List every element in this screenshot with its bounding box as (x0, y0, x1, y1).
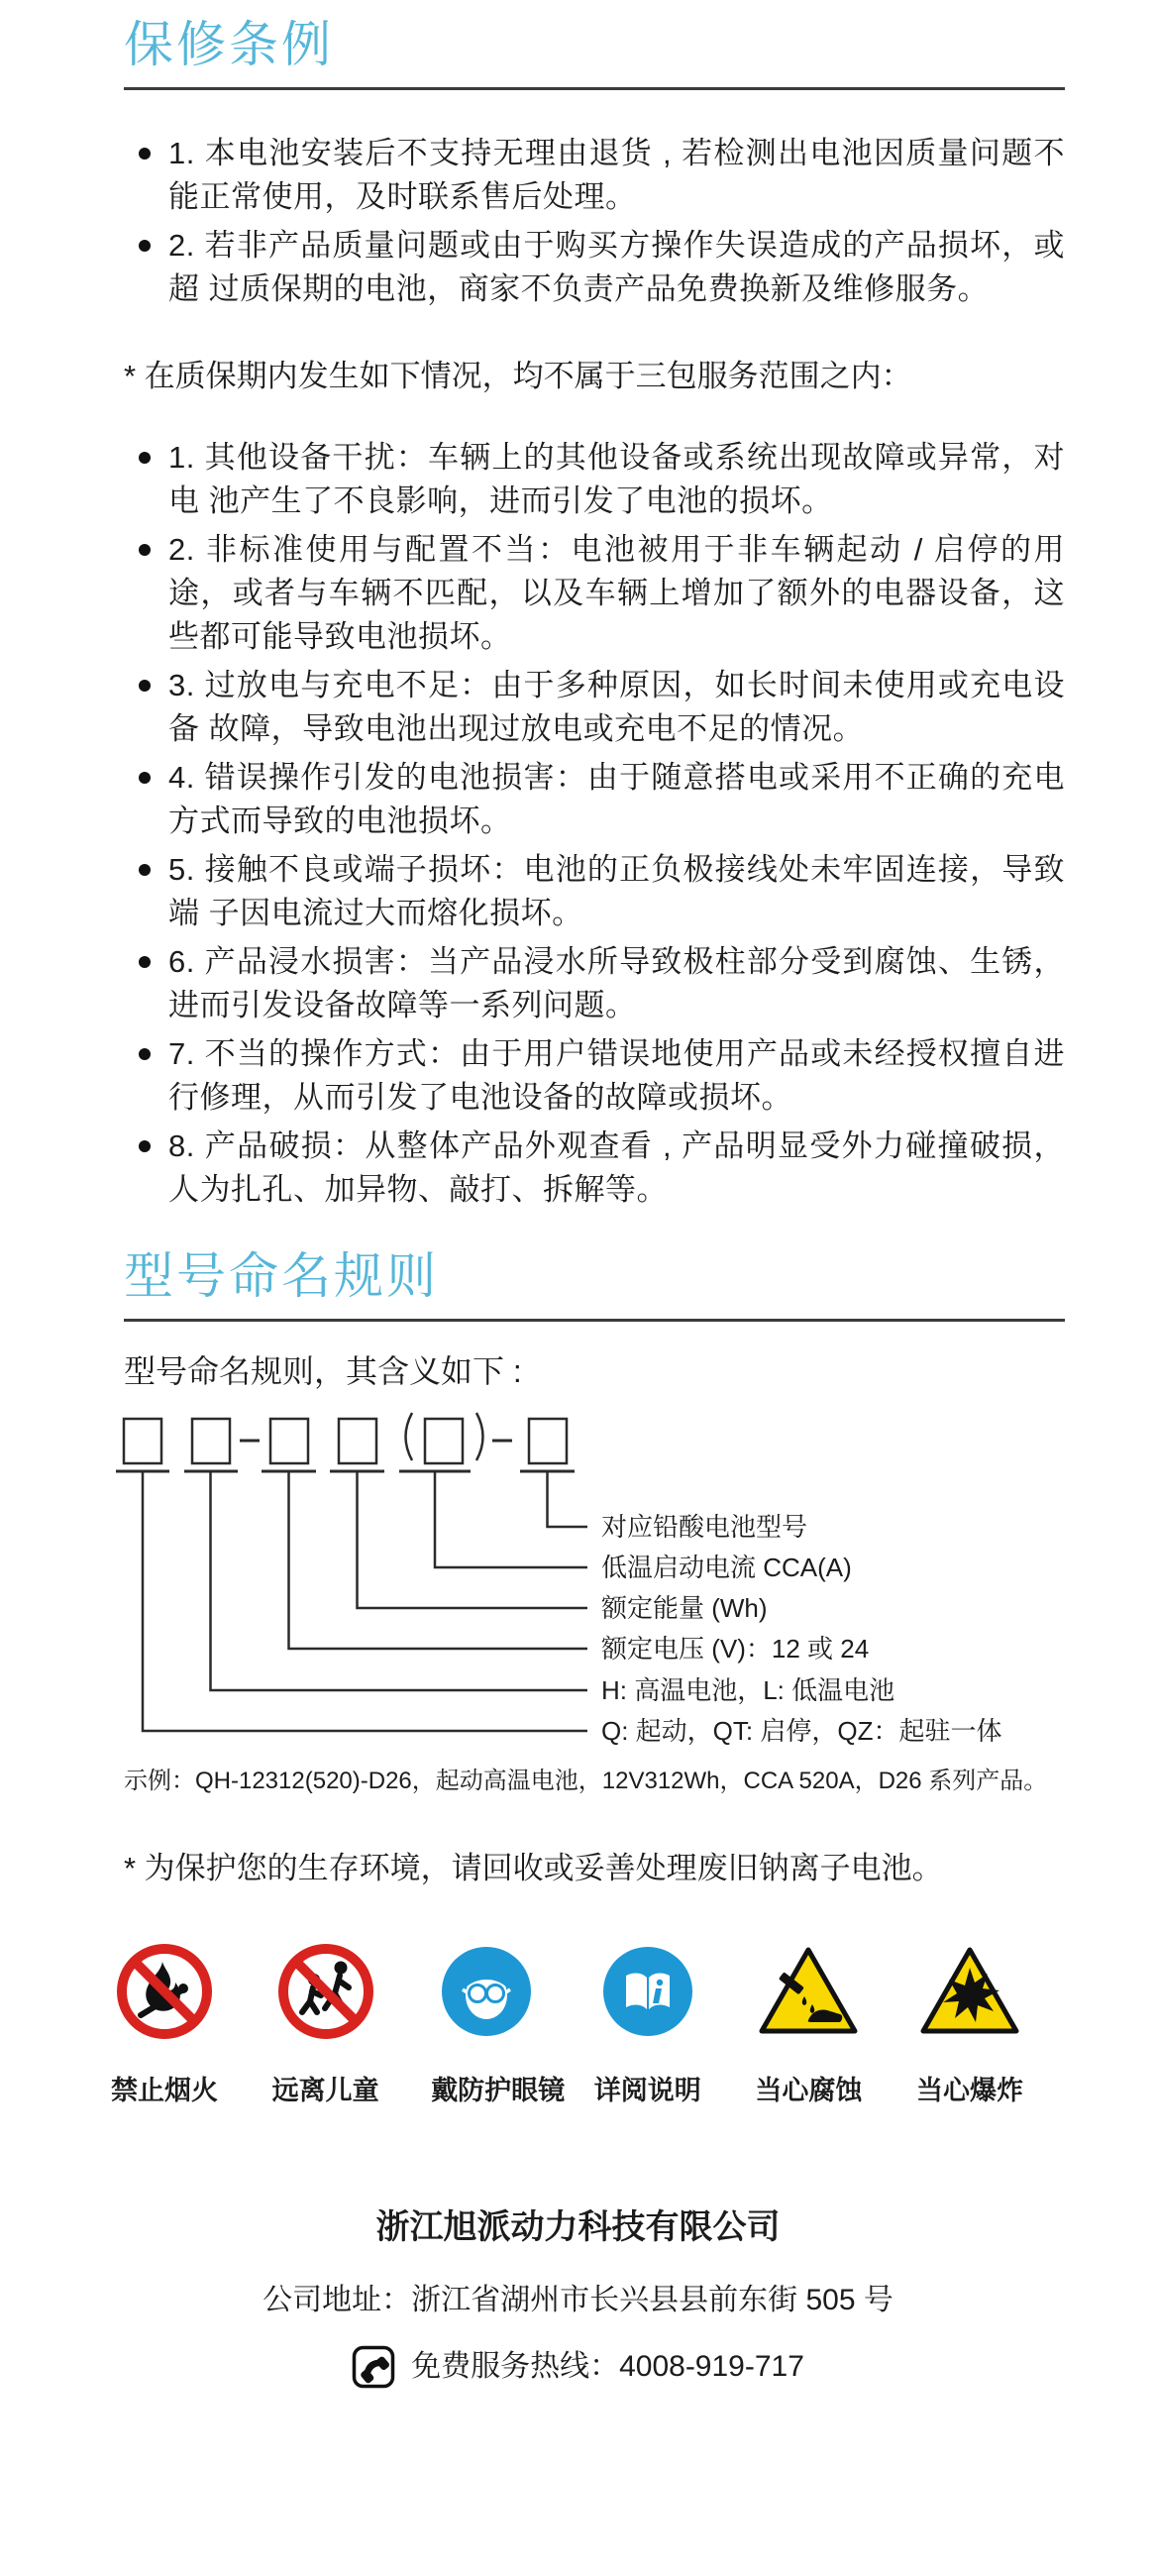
safety-icon-cell (914, 1942, 1025, 2107)
safety-icon-label: 当心爆炸 (915, 2076, 1023, 2105)
naming-intro-text: 型号命名规则，其含义如下 : (124, 1353, 522, 1389)
naming-section-title: 型号命名规则 (124, 1248, 439, 1304)
list-item (124, 940, 1065, 1027)
service-hotline (0, 2345, 1156, 2389)
list-item (124, 756, 1065, 843)
list-item (124, 436, 1065, 523)
hotline-text: 免费服务热线：4008-919-717 (411, 2350, 804, 2383)
corrosion-warning-icon (757, 1942, 860, 2041)
diagram-connector-lines (143, 1471, 587, 1731)
company-address: 公司地址：浙江省湖州市长兴县县前东街 505 号 (263, 2284, 893, 2316)
diagram-label: 对应铅酸电池型号 (601, 1512, 808, 1542)
footer (0, 2206, 1156, 2389)
bullet-dot-icon (139, 1140, 151, 1152)
safety-icon-label: 详阅说明 (593, 2076, 701, 2105)
bullet-dot-icon (139, 772, 151, 784)
warranty-bullet-text: 2. 若非产品质量问题或由于购买方操作失误造成的产品损坏，或超 过质保期的电池，商家不负责产品免费换新及维修服务。 (168, 228, 1065, 306)
phone-icon (352, 2345, 395, 2389)
safety-icons-row (109, 1942, 1025, 2107)
diagram-label: 低温启动电流 CCA(A) (601, 1553, 852, 1582)
bullet-dot-icon (139, 452, 151, 464)
warranty-bullet-text: 1. 本电池安装后不支持无理由退货 , 若检测出电池因质量问题不能正常使用，及时联系售后处理。 (168, 136, 1065, 214)
bullet-dot-icon (139, 864, 151, 876)
safety-icon-label: 当心腐蚀 (755, 2076, 863, 2105)
diagram-label: Q: 起动，QT: 启停，QZ：起驻一体 (601, 1716, 1002, 1746)
exclusion-case-text: 3. 过放电与充电不足：由于多种原因，如长时间未使用或充电设备 故障，导致电池出现过放电或充电不足的情况。 (168, 668, 1065, 746)
diagram-label: H: 高温电池，L: 低温电池 (601, 1675, 895, 1705)
safety-icon-cell (109, 1942, 220, 2107)
no-open-flames-icon (113, 1942, 216, 2041)
bullet-dot-icon (139, 956, 151, 968)
read-instructions-icon (596, 1942, 699, 2041)
safety-icon-label: 远离儿童 (271, 2076, 379, 2105)
bullet-dot-icon (139, 680, 151, 692)
list-item (124, 1125, 1065, 1212)
list-item (124, 132, 1065, 219)
wear-eye-protection-icon (435, 1942, 538, 2041)
company-name: 浙江旭派动力科技有限公司 (375, 2208, 781, 2246)
exclusion-case-text: 6. 产品浸水损害：当产品浸水所导致极柱部分受到腐蚀、生锈，进而引发设备故障等一系列问题。 (168, 944, 1065, 1022)
safety-icon-cell (592, 1942, 703, 2107)
bullet-dot-icon (139, 544, 151, 556)
model-naming-diagram (109, 1409, 1065, 1756)
list-item (124, 528, 1065, 659)
safety-icon-label: 戴防护眼镜 (431, 2076, 566, 2105)
list-item (124, 224, 1065, 311)
bullet-dot-icon (139, 240, 151, 252)
section-divider (124, 87, 1065, 90)
diagram-label: 额定电压 (V)：12 或 24 (601, 1634, 870, 1664)
list-item (124, 664, 1065, 751)
bullet-dot-icon (139, 1048, 151, 1060)
explosion-warning-icon (918, 1942, 1021, 2041)
warranty-bullet-list (124, 132, 1065, 311)
section-divider (124, 1319, 1065, 1322)
safety-icon-cell (753, 1942, 864, 2107)
exclusion-case-list (124, 436, 1065, 1212)
list-item (124, 848, 1065, 935)
recycle-note: * 为保护您的生存环境，请回收或妥善处理废旧钠离子电池。 (124, 1851, 943, 1885)
exclusion-case-text: 8. 产品破损：从整体产品外观查看 , 产品明显受外力碰撞破损，人为扎孔、加异物、敲打、拆解等。 (168, 1128, 1065, 1207)
keep-away-children-icon (274, 1942, 377, 2041)
safety-icon-label: 禁止烟火 (111, 2076, 218, 2105)
exclusion-case-text: 2. 非标准使用与配置不当：电池被用于非车辆起动 / 启停的用途，或者与车辆不匹配，以及车辆上增加了额外的电器设备，这些都可能导致电池损坏。 (168, 532, 1065, 654)
exclusion-case-text: 5. 接触不良或端子损坏：电池的正负极接线处未牢固连接，导致端 子因电流过大而熔化损坏。 (168, 852, 1065, 930)
naming-example-text: 示例：QH-12312(520)-D26，起动高温电池，12V312Wh，CCA 520A，D26 系列产品。 (124, 1768, 1048, 1794)
warranty-section-title: 保修条例 (124, 17, 334, 72)
exclusion-case-text: 4. 错误操作引发的电池损害：由于随意搭电或采用不正确的充电方式而导致的电池损坏。 (168, 760, 1065, 838)
diagram-labels (601, 1512, 1001, 1746)
safety-icon-cell (431, 1942, 566, 2107)
exclusion-case-text: 1. 其他设备干扰：车辆上的其他设备或系统出现故障或异常，对电 池产生了不良影响，进而引发了电池的损坏。 (168, 440, 1065, 518)
bullet-dot-icon (139, 148, 151, 160)
warranty-exclusion-note: * 在质保期内发生如下情况，均不属于三包服务范围之内： (124, 359, 912, 393)
diagram-label: 额定能量 (Wh) (601, 1593, 768, 1623)
safety-icon-cell (270, 1942, 381, 2107)
list-item (124, 1032, 1065, 1120)
exclusion-case-text: 7. 不当的操作方式：由于用户错误地使用产品或未经授权擅自进行修理，从而引发了电池设备的故障或损坏。 (168, 1036, 1065, 1115)
